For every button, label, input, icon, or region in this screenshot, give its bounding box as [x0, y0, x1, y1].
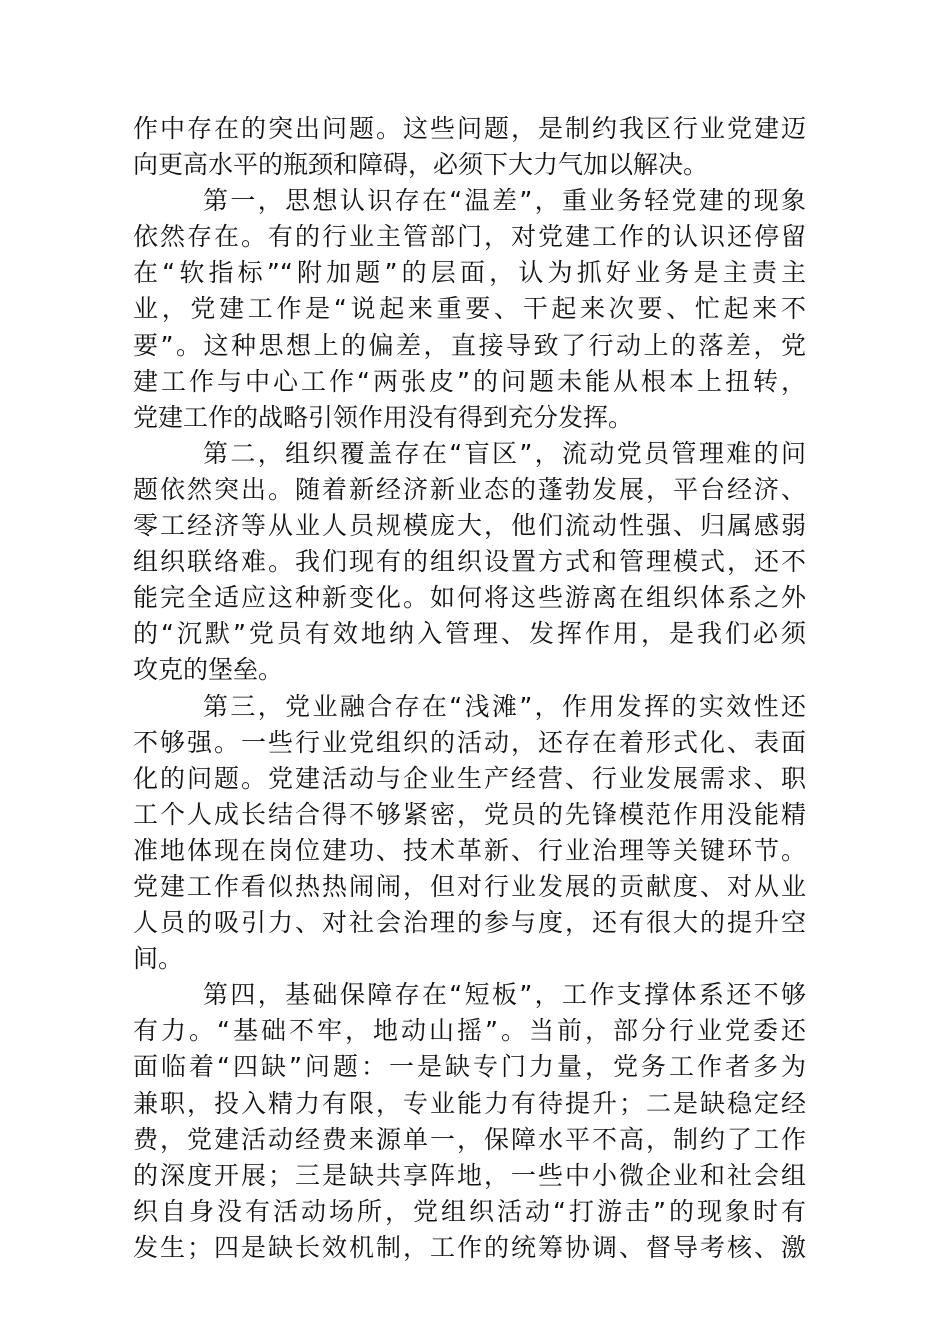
- text-line: 组织联络难。我们现有的组织设置方式和管理模式，还不: [133, 547, 806, 577]
- text-line: 费，党建活动经费来源单一，保障水平不高，制约了工作: [133, 1124, 806, 1154]
- text-line: 面临着“四缺”问题：一是缺专门力量，党务工作者多为: [133, 1052, 806, 1082]
- text-line: 发生；四是缺长效机制，工作的统筹协调、督导考核、激: [133, 1232, 806, 1262]
- text-line: 党建工作看似热热闹闹，但对行业发展的贡献度、对从业: [133, 871, 806, 901]
- text-line: 不够强。一些行业党组织的活动，还存在着形式化、表面: [133, 727, 806, 757]
- text-line: 作中存在的突出问题。这些问题，是制约我区行业党建迈: [133, 114, 806, 143]
- paragraph: [133, 436, 806, 689]
- text-line: 人员的吸引力、对社会治理的参与度，还有很大的提升空: [133, 908, 806, 938]
- document-page: [133, 111, 806, 1266]
- text-line: 建工作与中心工作“两张皮”的问题未能从根本上扭转，: [133, 366, 806, 396]
- text-line: 题依然突出。随着新经济新业态的蓬勃发展，平台经济、: [133, 474, 806, 504]
- paragraph: [133, 689, 806, 978]
- paragraph: [133, 977, 806, 1266]
- text-line: 要”。这种思想上的偏差，直接导致了行动上的落差，党: [133, 330, 806, 360]
- text-line: 攻克的堡垒。: [133, 655, 284, 685]
- paragraph: [133, 111, 806, 183]
- text-line: 第二，组织覆盖存在“盲区”，流动党员管理难的问: [203, 438, 806, 468]
- paragraph: [133, 183, 806, 436]
- text-line: 工个人成长结合得不够紧密，党员的先锋模范作用没能精: [133, 799, 806, 829]
- text-line: 能完全适应这种新变化。如何将这些游离在组织体系之外: [133, 583, 806, 613]
- text-line: 在“软指标”“附加题”的层面，认为抓好业务是主责主: [133, 258, 806, 288]
- text-line: 的“沉默”党员有效地纳入管理、发挥作用，是我们必须: [133, 619, 806, 649]
- text-line: 向更高水平的瓶颈和障碍，必须下大力气加以解决。: [133, 150, 709, 180]
- text-line: 第四，基础保障存在“短板”，工作支撑体系还不够: [203, 980, 806, 1010]
- text-line: 依然存在。有的行业主管部门，对党建工作的认识还停留: [133, 222, 806, 252]
- text-line: 第一，思想认识存在“温差”，重业务轻党建的现象: [203, 186, 806, 216]
- text-line: 党建工作的战略引领作用没有得到充分发挥。: [133, 402, 634, 432]
- text-line: 准地体现在岗位建功、技术革新、行业治理等关键环节。: [133, 835, 806, 865]
- text-line: 有力。“基础不牢，地动山摇”。当前，部分行业党委还: [133, 1016, 806, 1046]
- text-line: 化的问题。党建活动与企业生产经营、行业发展需求、职: [133, 763, 806, 793]
- text-line: 的深度开展；三是缺共享阵地，一些中小微企业和社会组: [133, 1160, 806, 1190]
- text-line: 零工经济等从业人员规模庞大，他们流动性强、归属感弱: [133, 511, 806, 541]
- text-line: 第三，党业融合存在“浅滩”，作用发挥的实效性还: [203, 691, 806, 721]
- text-line: 间。: [133, 944, 184, 974]
- text-line: 兼职，投入精力有限，专业能力有待提升；二是缺稳定经: [133, 1088, 806, 1118]
- text-line: 业，党建工作是“说起来重要、干起来次要、忙起来不: [133, 294, 806, 324]
- text-line: 织自身没有活动场所，党组织活动“打游击”的现象时有: [133, 1196, 806, 1226]
